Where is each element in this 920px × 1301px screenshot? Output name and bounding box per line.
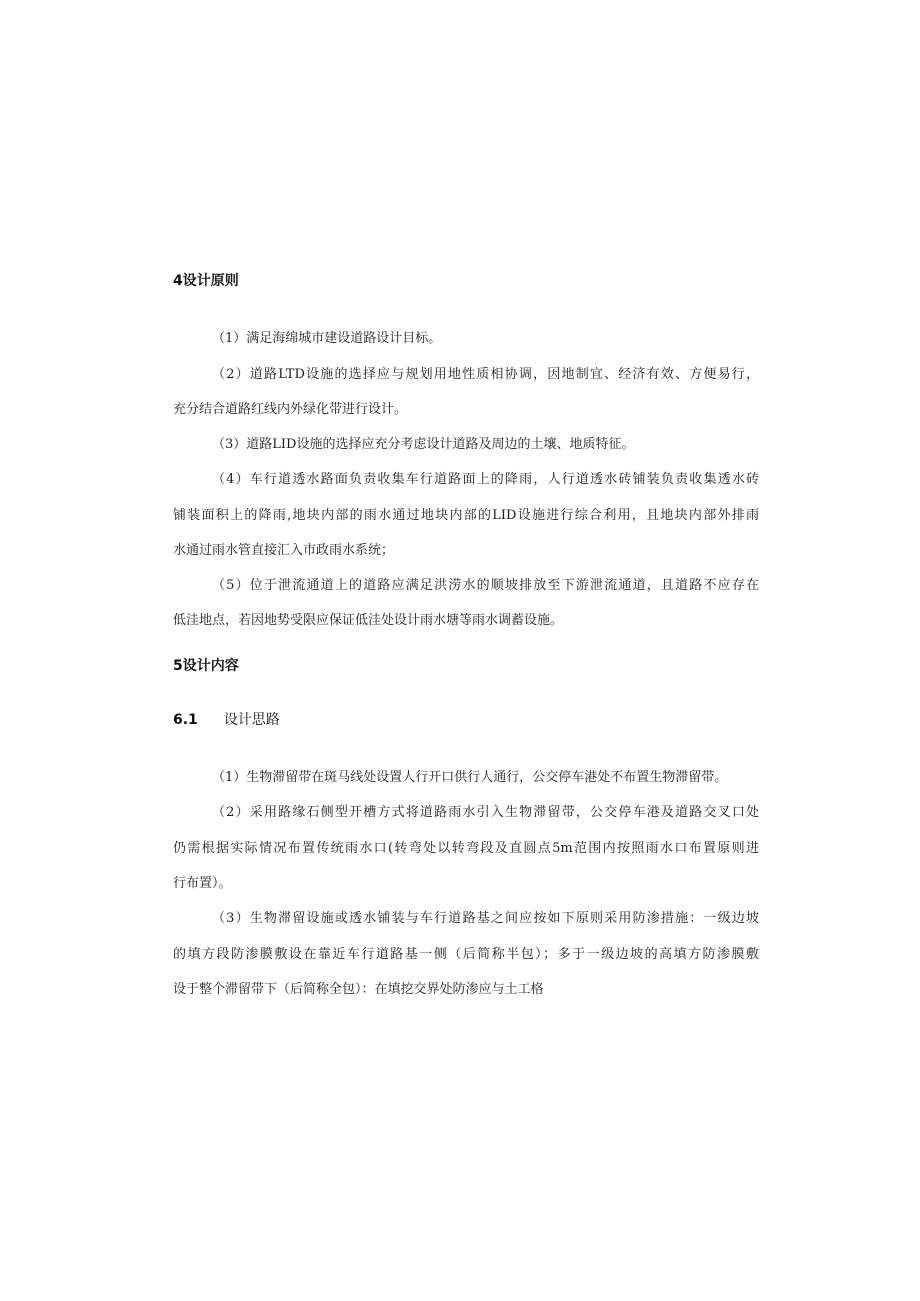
paragraph-line: （1）生物滞留带在斑马线处设置人行开口供行人通行，公交停车港处不布置生物滞留带。 [212, 770, 728, 785]
paragraph-line: 仍需根据实际情况布置传统雨水口(转弯处以转弯段及直圆点5m范围内按照雨水口布置原则进 [173, 841, 759, 856]
paragraph-line: 的填方段防渗膜敷设在靠近车行道路基一侧（后简称半包）；多于一级边坡的高填方防渗膜敷 [173, 947, 759, 962]
heading-text: 4设计原则 [173, 273, 239, 289]
heading-text: 设计思路 [223, 712, 280, 728]
paragraph-line: （5）位于泄流通道上的道路应满足洪涝水的顺坡排放至下游泄流通道，且道路不应存在 [212, 578, 759, 593]
paragraph-line: 行布置）。 [173, 876, 232, 891]
paragraph-line: （3）生物滞留设施或透水铺装与车行道路基之间应按如下原则采用防渗措施：一级边坡 [212, 911, 759, 926]
paragraph-line: 铺装面积上的降雨,地块内部的雨水通过地块内部的LID设施进行综合利用，且地块内部外排雨 [173, 508, 759, 523]
paragraph-line: （3）道路LID设施的选择应充分考虑设计道路及周边的土壤、地质特征。 [212, 437, 635, 452]
paragraph-line: （2）采用路缘石侧型开槽方式将道路雨水引入生物滞留带，公交停车港及道路交叉口处 [212, 805, 759, 820]
paragraph-line: 低洼地点，若因地势受限应保证低洼处设计雨水塘等雨水调蓄设施。 [173, 613, 564, 628]
paragraph-line: 设于整个滞留带下（后简称全包）：在填挖交界处防渗应与土工格 [173, 982, 544, 997]
section-heading-design-principles [173, 270, 239, 290]
heading-number: 6.1 [173, 712, 198, 728]
paragraph-line: 水通过雨水管直接汇入市政雨水系统； [173, 543, 395, 558]
paragraph-line: （4）车行道透水路面负责收集车行道路面上的降雨，人行道透水砖铺装负责收集透水砖 [212, 472, 759, 487]
heading-text: 5设计内容 [173, 658, 239, 674]
paragraph-line: （2）道路LTD设施的选择应与规划用地性质相协调，因地制宜、经济有效、方便易行， [212, 367, 759, 382]
paragraph-line: （1）满足海绵城市建设道路设计目标。 [212, 331, 442, 346]
section-heading-design-content [173, 655, 239, 675]
subsection-heading-design-ideas [173, 709, 280, 729]
paragraph-line: 充分结合道路红线内外绿化带进行设计。 [173, 402, 408, 417]
